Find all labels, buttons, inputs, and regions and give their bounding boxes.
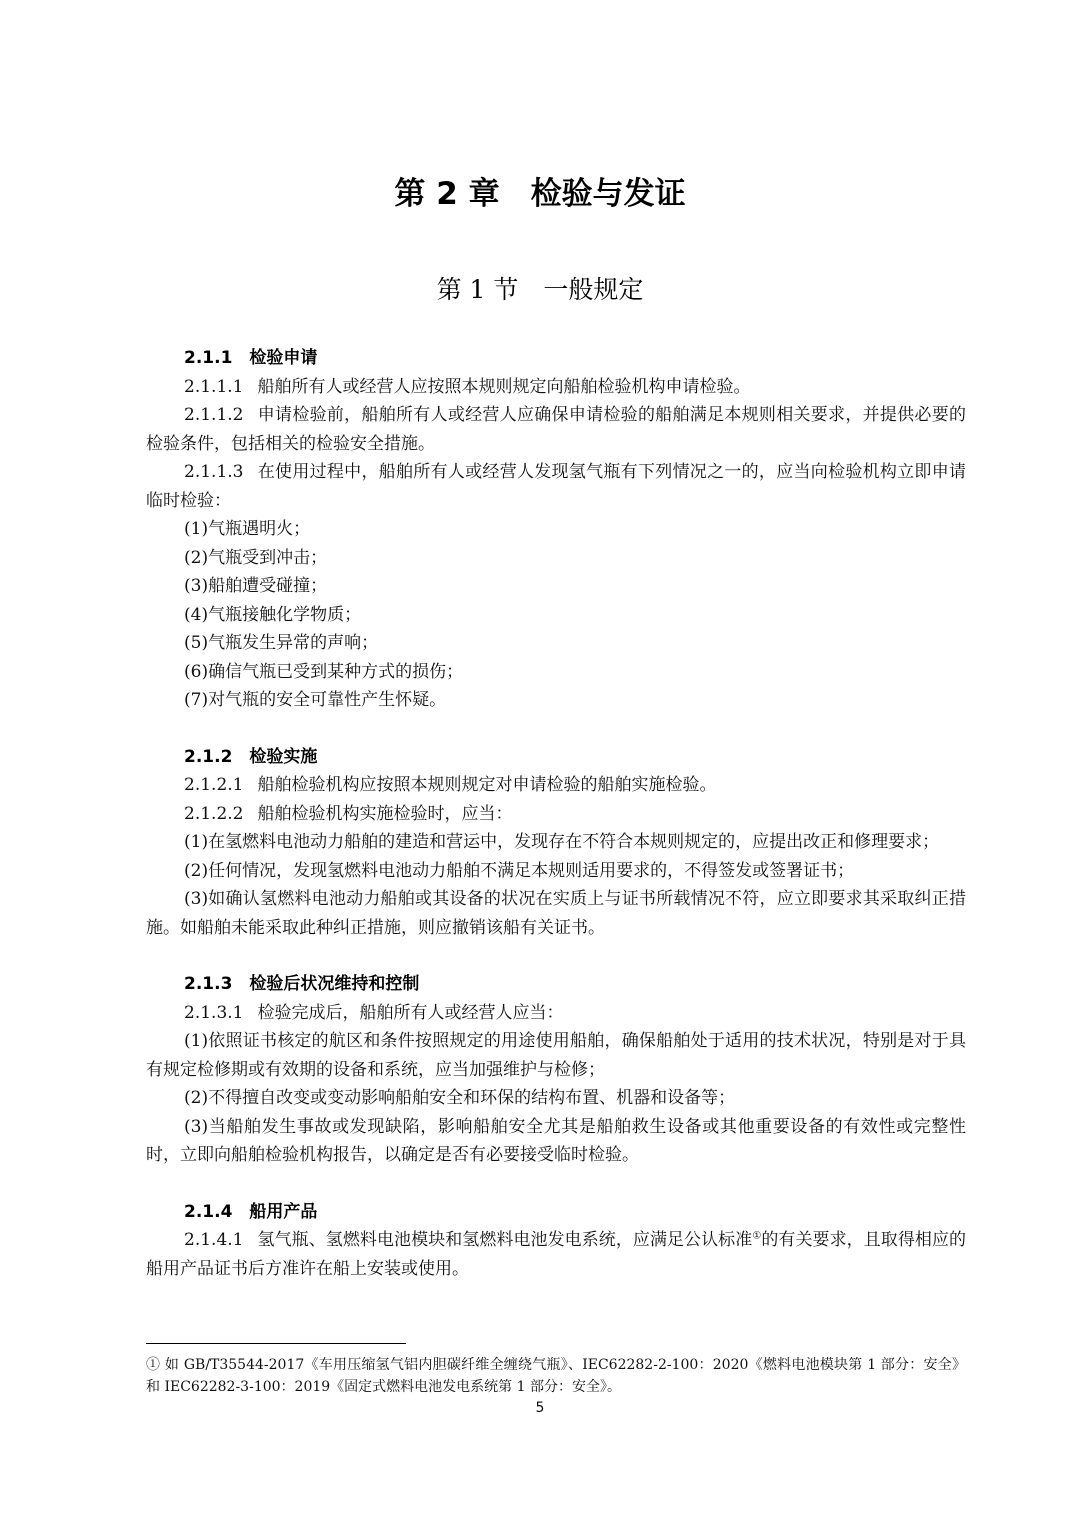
clause-2-1-2-1 xyxy=(146,771,966,800)
list-item: (3)当船舶发生事故或发现缺陷，影响船舶安全尤其是船舶救生设备或其他重要设备的有效性或完整性时，立即向船舶检验机构报告，以确定是否有必要接受临时检验。 xyxy=(146,1116,966,1165)
list-item: (1)依照证书核定的航区和条件按照规定的用途使用船舶，确保船舶处于适用的技术状况，特别是对于具有规定检修期或有效期的设备和系统，应当加强维护与检修； xyxy=(146,1031,966,1080)
list-item: (6)确信气瓶已受到某种方式的损伤； xyxy=(184,661,464,682)
list-item: (3)船舶遭受碰撞； xyxy=(184,576,328,596)
heading-2-1-4: 2.1.4 船用产品 xyxy=(184,1201,318,1222)
clause-text: 船舶所有人或经营人应按照本规则规定向船舶检验机构申请检验。 xyxy=(257,376,751,397)
clause-number: 2.1.1.2 xyxy=(184,405,244,425)
clause-2-1-3-1 xyxy=(146,999,966,1028)
clause-number: 2.1.1.1 xyxy=(184,376,244,397)
footnote-divider xyxy=(146,1343,406,1344)
chapter-title: 第 2 章 检验与发证 xyxy=(394,176,686,212)
list-item: (1)气瓶遇明火； xyxy=(184,519,311,539)
clause-text: 氢气瓶、氢燃料电池模块和氢燃料电池发电系统，应满足公认标准 xyxy=(257,1230,753,1250)
section-gap xyxy=(146,942,966,970)
clause-2-1-1-2 xyxy=(146,401,966,458)
heading-2-1-2: 2.1.2 检验实施 xyxy=(184,746,318,767)
footnote: ① 如 GB/T35544-2017《车用压缩氢气铝内胆碳纤维全缠绕气瓶》、IEC62282-2-100：2020《燃料电池模块第 1 部分：安全》和 IEC62282-3-100：2019《固定式燃料电池发电系统第 1 部分：安全》。 xyxy=(146,1357,966,1395)
list-item: (3)如确认氢燃料电池动力船舶或其设备的状况在实质上与证书所载情况不符，应立即要求其采取纠正措施。如船舶未能采取此种纠正措施，则应撤销该船有关证书。 xyxy=(146,889,966,938)
clause-text: 检验完成后，船舶所有人或经营人应当： xyxy=(257,1002,564,1023)
list-item: (1)在氢燃料电池动力船舶的建造和营运中，发现存在不符合本规则规定的，应提出改正和修理要求； xyxy=(184,832,940,852)
page-number: 5 xyxy=(535,1400,545,1416)
clause-number: 2.1.4.1 xyxy=(184,1230,244,1250)
clause-number: 2.1.2.2 xyxy=(184,803,244,824)
list-item: (5)气瓶发生异常的声响； xyxy=(184,633,379,653)
footnote-marker[interactable]: ① xyxy=(752,1230,762,1242)
list-item: (2)不得擅自改变或变动影响船舶安全和环保的结构布置、机器和设备等； xyxy=(184,1088,736,1108)
heading-2-1-3: 2.1.3 检验后状况维持和控制 xyxy=(184,974,420,994)
clause-number: 2.1.3.1 xyxy=(184,1002,244,1023)
clause-number: 2.1.2.1 xyxy=(184,775,244,795)
clause-text: 船舶检验机构实施检验时，应当： xyxy=(257,803,513,824)
clause-text: 在使用过程中，船舶所有人或经营人发现氢气瓶有下列情况之一的，应当向检验机构立即申请临时检验： xyxy=(146,462,966,511)
section-gap xyxy=(146,715,966,743)
section-title: 第 1 节 一般规定 xyxy=(436,275,644,304)
clause-2-1-1-3 xyxy=(146,458,966,515)
list-item: (4)气瓶接触化学物质； xyxy=(184,604,362,625)
body-text xyxy=(146,344,966,1283)
section-gap xyxy=(146,1170,966,1198)
clause-text: 船舶检验机构应按照本规则规定对申请检验的船舶实施检验。 xyxy=(257,775,717,795)
list-item: (7)对气瓶的安全可靠性产生怀疑。 xyxy=(184,690,447,710)
clause-text: 申请检验前，船舶所有人或经营人应确保申请检验的船舶满足本规则相关要求，并提供必要的检验条件，包括相关的检验安全措施。 xyxy=(146,405,966,454)
list-item: (2)气瓶受到冲击； xyxy=(184,547,328,568)
list-item: (2)任何情况，发现氢燃料电池动力船舶不满足本规则适用要求的，不得签发或签署证书； xyxy=(184,860,855,881)
heading-2-1-1: 2.1.1 检验申请 xyxy=(184,348,318,368)
clause-text: 的有关要求，且取得相应的船用产品证书后方准许在船上安装或使用。 xyxy=(146,1230,967,1279)
clause-2-1-2-2 xyxy=(146,800,966,829)
clause-number: 2.1.1.3 xyxy=(184,462,244,482)
clause-2-1-4-1 xyxy=(146,1226,966,1283)
clause-2-1-1-1 xyxy=(146,373,966,402)
